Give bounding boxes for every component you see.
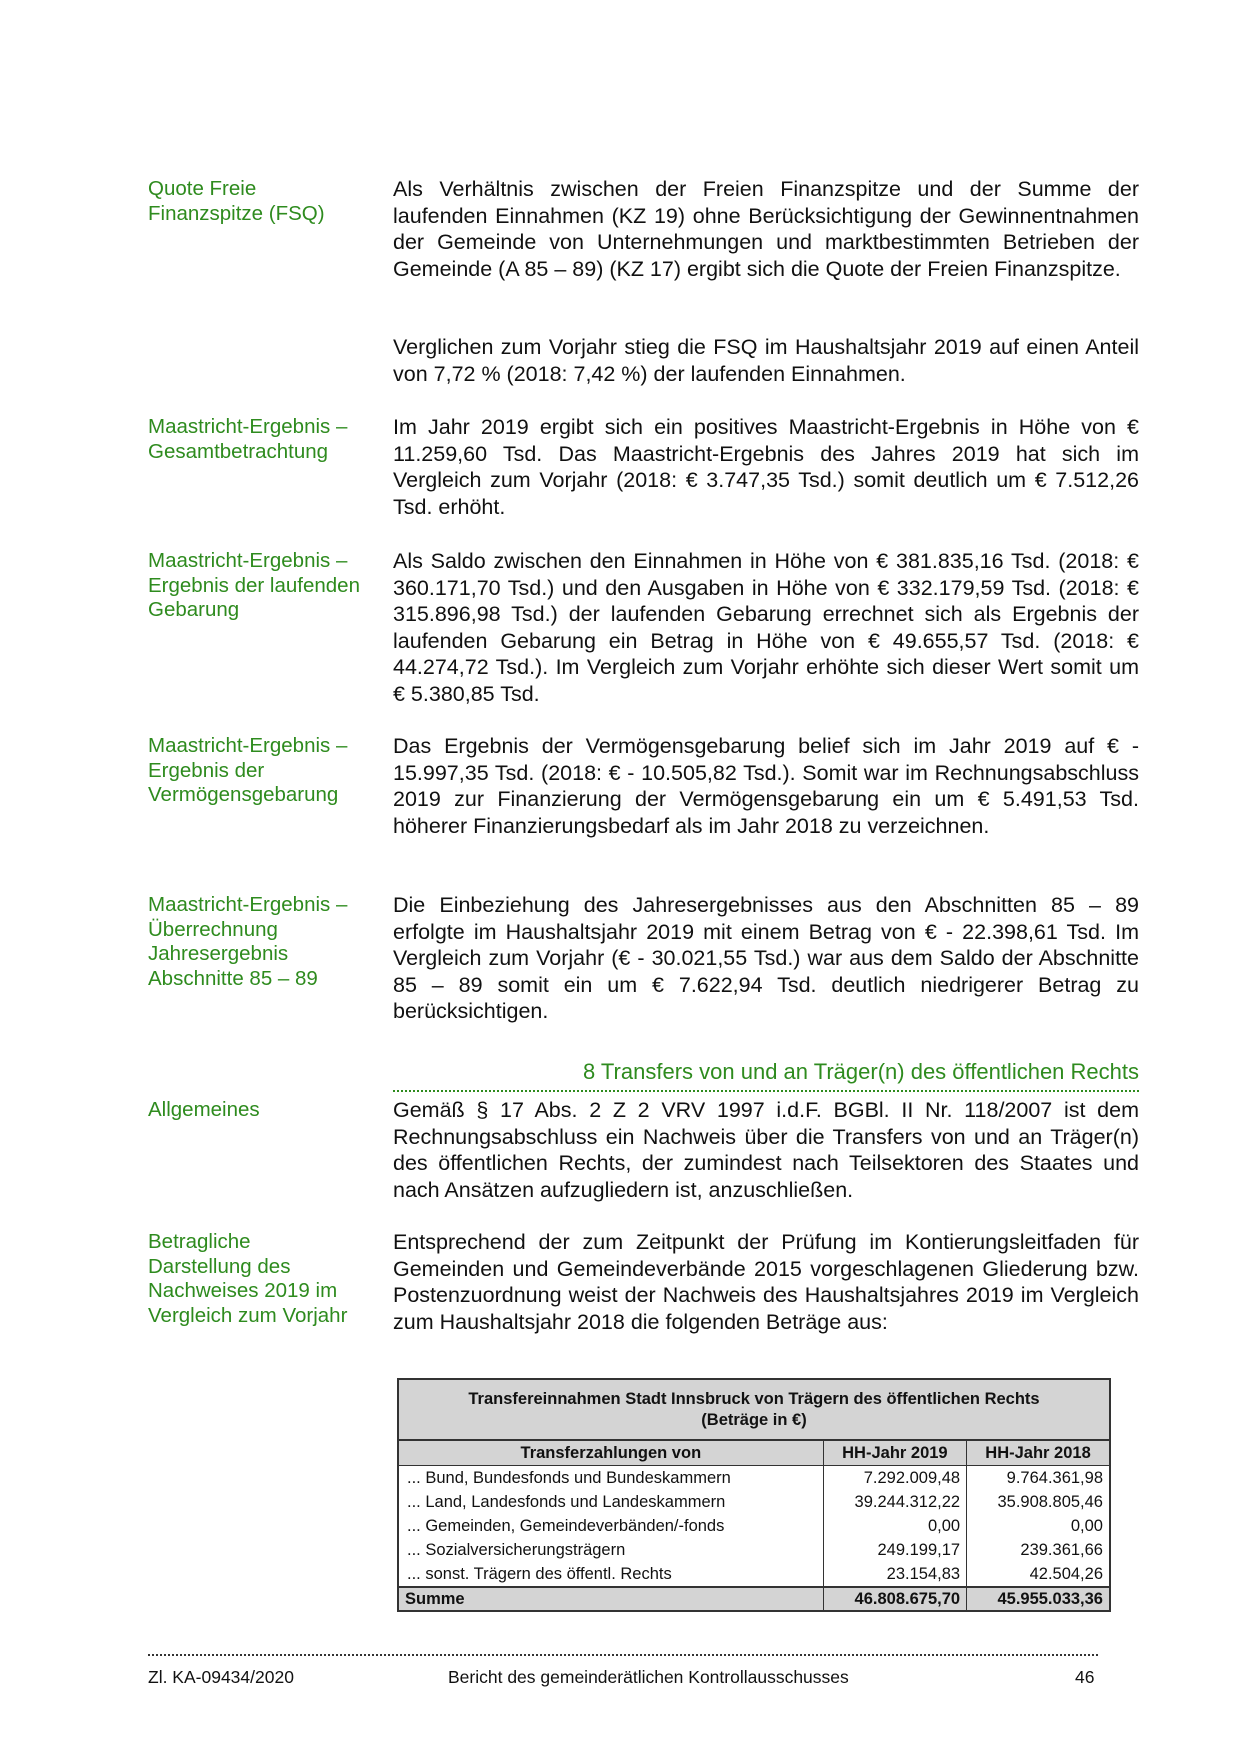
row-label: ... sonst. Trägern des öffentl. Rechts [407, 1565, 672, 1583]
col-header-2019: HH-Jahr 2019 [823, 1440, 966, 1466]
side-label-maastricht-sections: Maastricht-Ergebnis – Überrechnung Jahresergebnis Abschnitte 85 – 89 [148, 893, 348, 990]
row-label: ... Gemeinden, Gemeindeverbänden/-fonds [407, 1517, 725, 1535]
paragraph-amounts: Entsprechend der zum Zeitpunkt der Prüfung im Kontierungsleitfaden für Gemeinden und Gemeindeverbände 2015 vorgeschlagenen Gliederung bzw. Postenzuordnung weist der Nachweis des Haushaltsjahres 2019 im Vergleich zum Haushaltsjahr 2018 die folgenden Beträge aus: [393, 1230, 1139, 1334]
table-title-line1: Transfereinnahmen Stadt Innsbruck von Trägern des öffentlichen Rechts [468, 1389, 1040, 1408]
row-value-2018: 35.908.805,46 [967, 1490, 1110, 1514]
side-label-general: Allgemeines [148, 1098, 260, 1121]
row-value-2019: 23.154,83 [823, 1562, 966, 1587]
paragraph-maastricht-current: Als Saldo zwischen den Einnahmen in Höhe von € 381.835,16 Tsd. (2018: € 360.171,70 Tsd.) und den Ausgaben in Höhe von € 332.179,59 Tsd. (2018: € 315.896,98 Tsd.) der laufenden Gebarung errechnet sich als Ergebnis der laufenden Gebarung ein Betrag in Höhe von € 49.655,57 Tsd. (2018: € 44.274,72 Tsd.). Im Vergleich zum Vorjahr erhöhte sich dieser Wert somit um € 5.380,85 Tsd. [393, 549, 1139, 706]
sum-value-2018: 45.955.033,36 [967, 1587, 1110, 1611]
side-label-amounts: Betragliche Darstellung des Nachweises 2019 im Vergleich zum Vorjahr [148, 1230, 348, 1327]
row-label: ... Land, Landesfonds und Landeskammern [407, 1493, 726, 1511]
table-title [398, 1379, 1110, 1440]
paragraph-fsq-comparison: Verglichen zum Vorjahr stieg die FSQ im Haushaltsjahr 2019 auf einen Anteil von 7,72 % (2018: 7,42 %) der laufenden Einnahmen. [393, 335, 1139, 386]
table-row [398, 1490, 1110, 1514]
side-label-maastricht-current: Maastricht-Ergebnis – Ergebnis der laufenden Gebarung [148, 549, 360, 621]
side-label-maastricht-total: Maastricht-Ergebnis – Gesamtbetrachtung [148, 415, 348, 463]
table-sum-row [398, 1587, 1110, 1611]
paragraph-maastricht-total: Im Jahr 2019 ergibt sich ein positives Maastricht-Ergebnis in Höhe von € 11.259,60 Tsd. Das Maastricht-Ergebnis des Jahres 2019 hat sich im Vergleich zum Vorjahr (2018: € 3.747,35 Tsd.) somit deutlich um € 7.512,26 Tsd. erhöht. [393, 415, 1139, 519]
row-value-2019: 249.199,17 [823, 1538, 966, 1562]
table-row [398, 1466, 1110, 1491]
sum-value-2019: 46.808.675,70 [823, 1587, 966, 1611]
side-label-maastricht-assets: Maastricht-Ergebnis – Ergebnis der Vermögensgebarung [148, 734, 348, 806]
table-row [398, 1562, 1110, 1587]
table-title-line2: (Beträge in €) [701, 1410, 807, 1429]
row-value-2018: 0,00 [967, 1514, 1110, 1538]
paragraph-maastricht-assets: Das Ergebnis der Vermögensgebarung belief sich im Jahr 2019 auf € - 15.997,35 Tsd. (2018: € - 10.505,82 Tsd.). Somit war im Rechnungsabschluss 2019 zur Finanzierung der Vermögensgebarung ein um € 5.491,53 Tsd. höherer Finanzierungsbedarf als im Jahr 2018 zu verzeichnen. [393, 734, 1139, 838]
transfer-table [397, 1378, 1111, 1612]
paragraph-fsq-definition: Als Verhältnis zwischen der Freien Finanzspitze und der Summe der laufenden Einnahmen (KZ 19) ohne Berücksichtigung der Gewinnentnahmen der Gemeinde von Unternehmungen und marktbestimmten Betrieben der Gemeinde (A 85 – 89) (KZ 17) ergibt sich die Quote der Freien Finanzspitze. [393, 177, 1139, 281]
row-value-2018: 42.504,26 [967, 1562, 1110, 1587]
row-label: ... Bund, Bundesfonds und Bundeskammern [407, 1469, 731, 1487]
row-value-2019: 39.244.312,22 [823, 1490, 966, 1514]
row-label: ... Sozialversicherungsträgern [407, 1541, 626, 1559]
paragraph-general: Gemäß § 17 Abs. 2 Z 2 VRV 1997 i.d.F. BGBl. II Nr. 118/2007 ist dem Rechnungsabschluss ein Nachweis über die Transfers von und an Träger(n) des öffentlichen Rechts, der zumindest nach Teilsektoren des Staates und nach Ansätzen aufzugliedern ist, anzuschließen. [393, 1098, 1139, 1202]
footer-report-title: Bericht des gemeinderätlichen Kontrollausschusses [448, 1667, 849, 1687]
row-value-2018: 9.764.361,98 [967, 1466, 1110, 1491]
table-header-row [398, 1440, 1110, 1466]
table-title-row [398, 1379, 1110, 1440]
side-label-fsq: Quote Freie Finanzspitze (FSQ) [148, 177, 325, 225]
footer-page-number: 46 [1075, 1667, 1095, 1687]
sum-label: Summe [398, 1587, 823, 1611]
chapter-heading: 8 Transfers von und an Träger(n) des öffentlichen Rechts [393, 1058, 1139, 1092]
row-value-2019: 0,00 [823, 1514, 966, 1538]
footer-divider [148, 1654, 1098, 1656]
row-value-2019: 7.292.009,48 [823, 1466, 966, 1491]
row-value-2018: 239.361,66 [967, 1538, 1110, 1562]
col-header-2018: HH-Jahr 2018 [967, 1440, 1110, 1466]
table-row [398, 1538, 1110, 1562]
paragraph-maastricht-sections: Die Einbeziehung des Jahresergebnisses aus den Abschnitten 85 – 89 erfolgte im Haushaltsjahr 2019 mit einem Betrag von € - 22.398,61 Tsd. Im Vergleich zum Vorjahr (€ - 30.021,55 Tsd.) war aus dem Saldo der Abschnitte 85 – 89 somit ein um € 7.622,94 Tsd. deutlich niedrigerer Betrag zu berücksichtigen. [393, 893, 1139, 1023]
table-row [398, 1514, 1110, 1538]
col-header-source: Transferzahlungen von [398, 1440, 823, 1466]
footer-reference: Zl. KA-09434/2020 [148, 1667, 294, 1687]
